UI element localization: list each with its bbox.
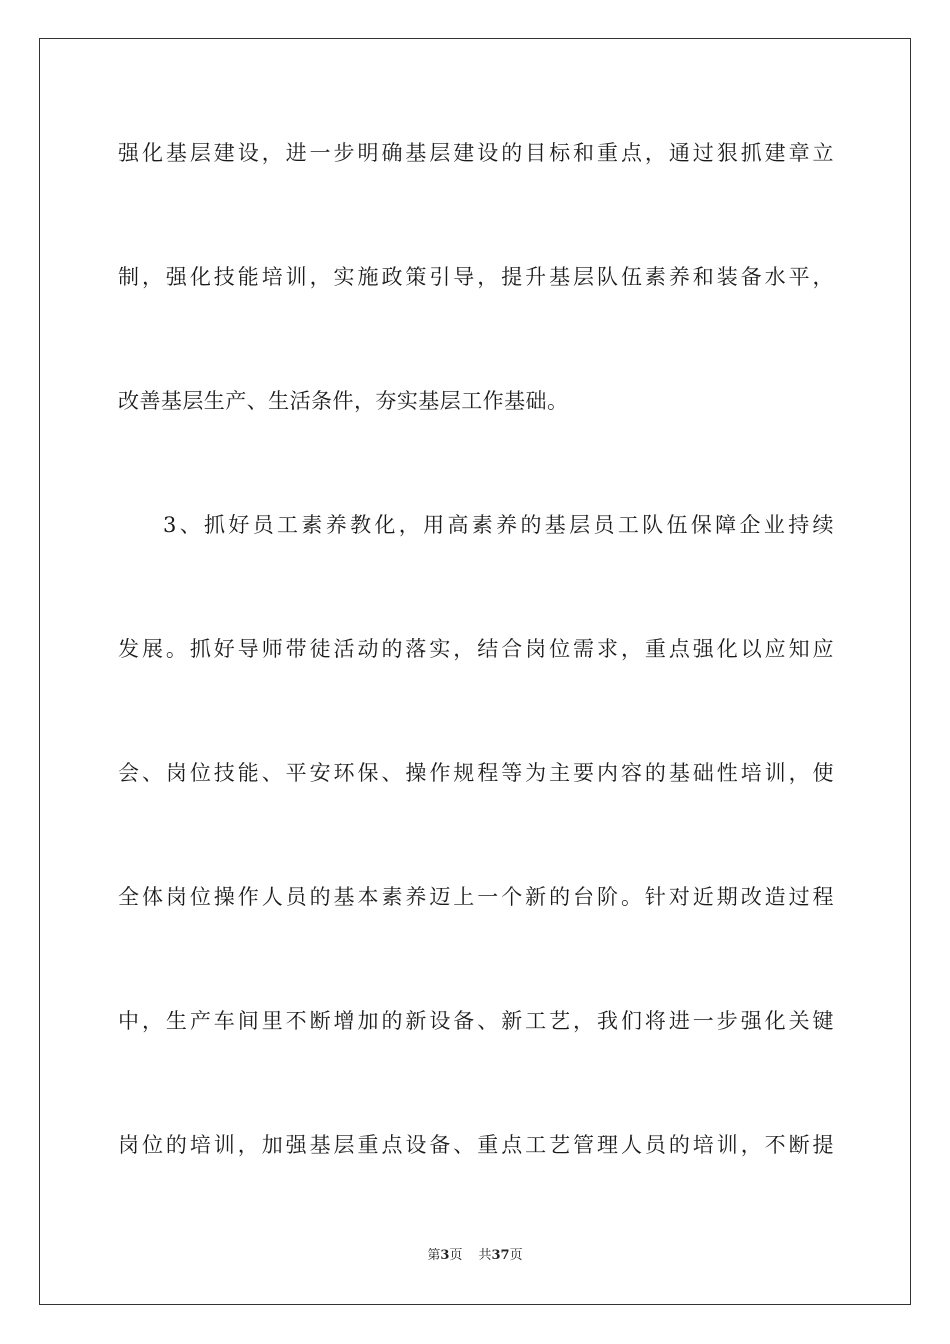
footer-total-prefix: 共: [478, 1248, 492, 1263]
page-footer: [0, 1247, 950, 1265]
footer-total-suffix: 页: [509, 1248, 523, 1263]
body-text-line-2: 制，强化技能培训，实施政策引导，提升基层队伍素养和装备水平，: [118, 265, 834, 289]
body-text-line-9: 岗位的培训，加强基层重点设备、重点工艺管理人员的培训，不断提: [118, 1133, 834, 1157]
page-border: [39, 38, 911, 1305]
body-text-line-1: 强化基层建设，进一步明确基层建设的目标和重点，通过狠抓建章立: [118, 141, 834, 165]
body-text-line-6: 会、岗位技能、平安环保、操作规程等为主要内容的基础性培训，使: [118, 761, 834, 785]
footer-page-prefix: 第: [427, 1248, 441, 1263]
body-text-line-5: 发展。抓好导师带徒活动的落实，结合岗位需求，重点强化以应知应: [118, 637, 834, 661]
body-text-line-8: 中，生产车间里不断增加的新设备、新工艺，我们将进一步强化关键: [118, 1009, 834, 1033]
body-text-line-4-paragraph-start: 3、抓好员工素养教化，用高素养的基层员工队伍保障企业持续: [163, 513, 834, 537]
footer-total-pages: 37: [491, 1248, 510, 1263]
body-text-line-7: 全体岗位操作人员的基本素养迈上一个新的台阶。针对近期改造过程: [118, 885, 834, 909]
footer-page-number: 3: [440, 1248, 450, 1263]
body-text-line-3: 改善基层生产、生活条件，夯实基层工作基础。: [118, 389, 569, 413]
footer-page-suffix: 页: [449, 1248, 463, 1263]
